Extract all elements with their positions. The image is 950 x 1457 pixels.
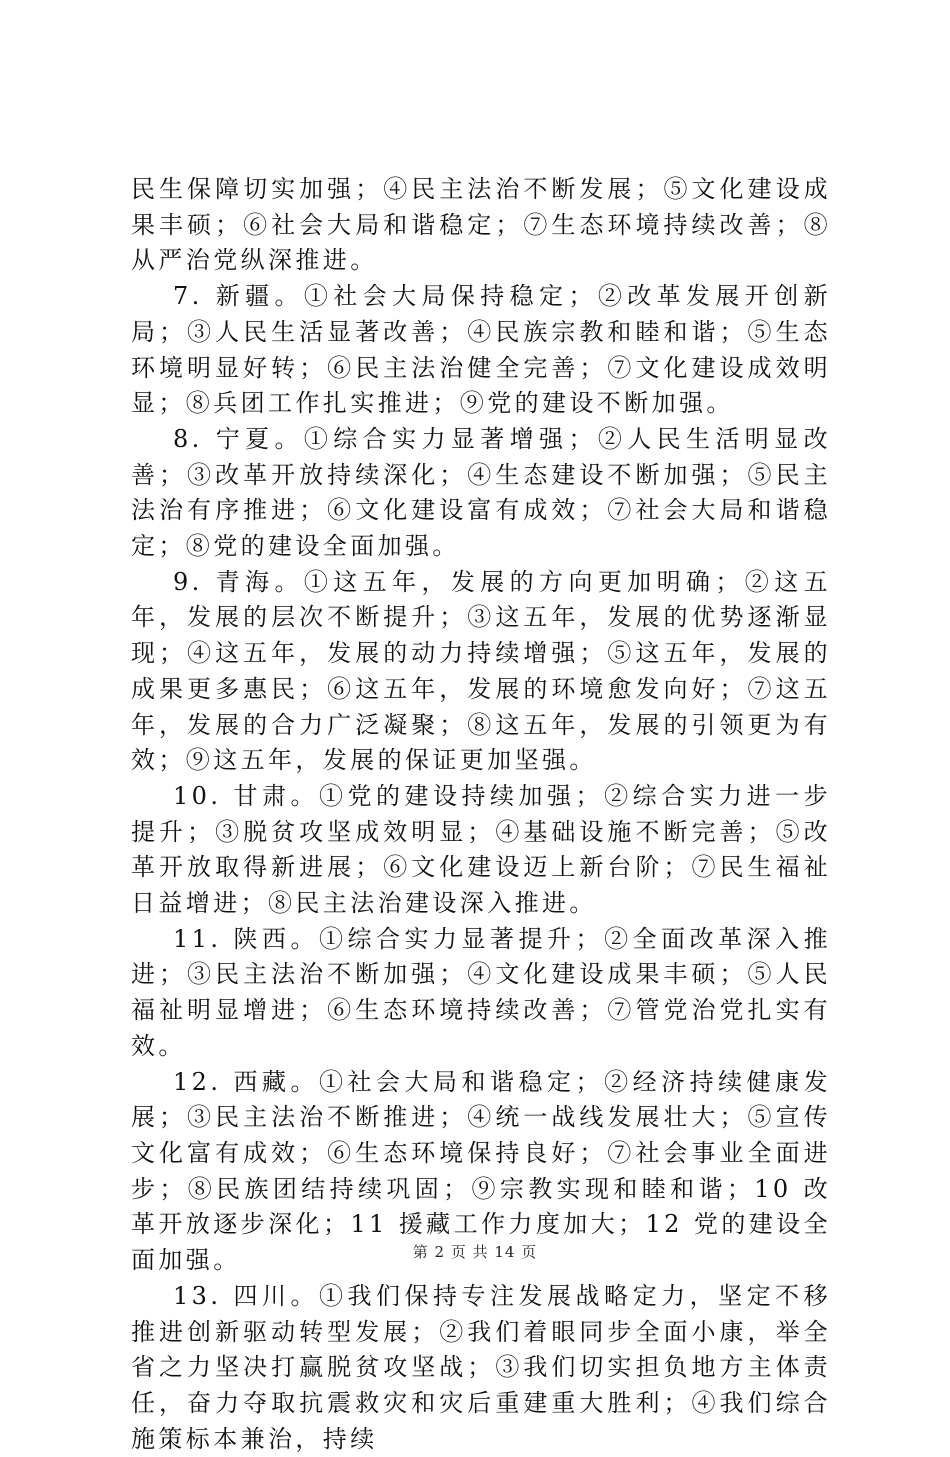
body-text xyxy=(131,172,831,1457)
paragraph-sichuan: 13. 四川。①我们保持专注发展战略定力，坚定不移推进创新驱动转型发展；②我们着眼同步全面小康，举全省之力坚决打赢脱贫攻坚战；③我们切实担负地方主体责任，奋力夺取抗震救灾和灾后重建重大胜利；④我们综合施策标本兼治，持续 xyxy=(131,1281,831,1453)
paragraph-gansu: 10. 甘肃。①党的建设持续加强；②综合实力进一步提升；③脱贫攻坚成效明显；④基础设施不断完善；⑤改革开放取得新进展；⑥文化建设迈上新台阶；⑦民生福祉日益增进；⑧民主法治建设深入推进。 xyxy=(131,781,831,918)
paragraph-xizang: 12. 西藏。①社会大局和谐稳定；②经济持续健康发展；③民主法治不断推进；④统一战线发展壮大；⑤宣传文化富有成效；⑥生态环境保持良好；⑦社会事业全面进步；⑧民族团结持续巩固；⑨宗教实现和睦和谐；10 改革开放逐步深化；11 援藏工作力度加大；12 党的建设全面加强。 xyxy=(131,1067,831,1275)
paragraph-qinghai: 9. 青海。①这五年，发展的方向更加明确；②这五年，发展的层次不断提升；③这五年，发展的优势逐渐显现；④这五年，发展的动力持续增强；⑤这五年，发展的成果更多惠民；⑥这五年，发展的环境愈发向好；⑦这五年，发展的合力广泛凝聚；⑧这五年，发展的引领更为有效；⑨这五年，发展的保证更加坚强。 xyxy=(131,567,831,775)
paragraph-ningxia: 8. 宁夏。①综合实力显著增强；②人民生活明显改善；③改革开放持续深化；④生态建设不断加强；⑤民主法治有序推进；⑥文化建设富有成效；⑦社会大局和谐稳定；⑧党的建设全面加强。 xyxy=(131,424,831,561)
paragraph-xinjiang: 7. 新疆。①社会大局保持稳定；②改革发展开创新局；③人民生活显著改善；④民族宗教和睦和谐；⑤生态环境明显好转；⑥民主法治健全完善；⑦文化建设成效明显；⑧兵团工作扎实推进；⑨党的建设不断加强。 xyxy=(131,282,831,418)
paragraph-shaanxi: 11. 陕西。①综合实力显著提升；②全面改革深入推进；③民主法治不断加强；④文化建设成果丰硕；⑤人民福祉明显增进；⑥生态环境持续改善；⑦管党治党扎实有效。 xyxy=(131,924,831,1060)
paragraph-continuation: 民生保障切实加强；④民主法治不断发展；⑤文化建设成果丰硕；⑥社会大局和谐稳定；⑦生态环境持续改善；⑧从严治党纵深推进。 xyxy=(131,175,831,275)
page-footer: 第 2 页 共 14 页 xyxy=(412,1243,538,1261)
